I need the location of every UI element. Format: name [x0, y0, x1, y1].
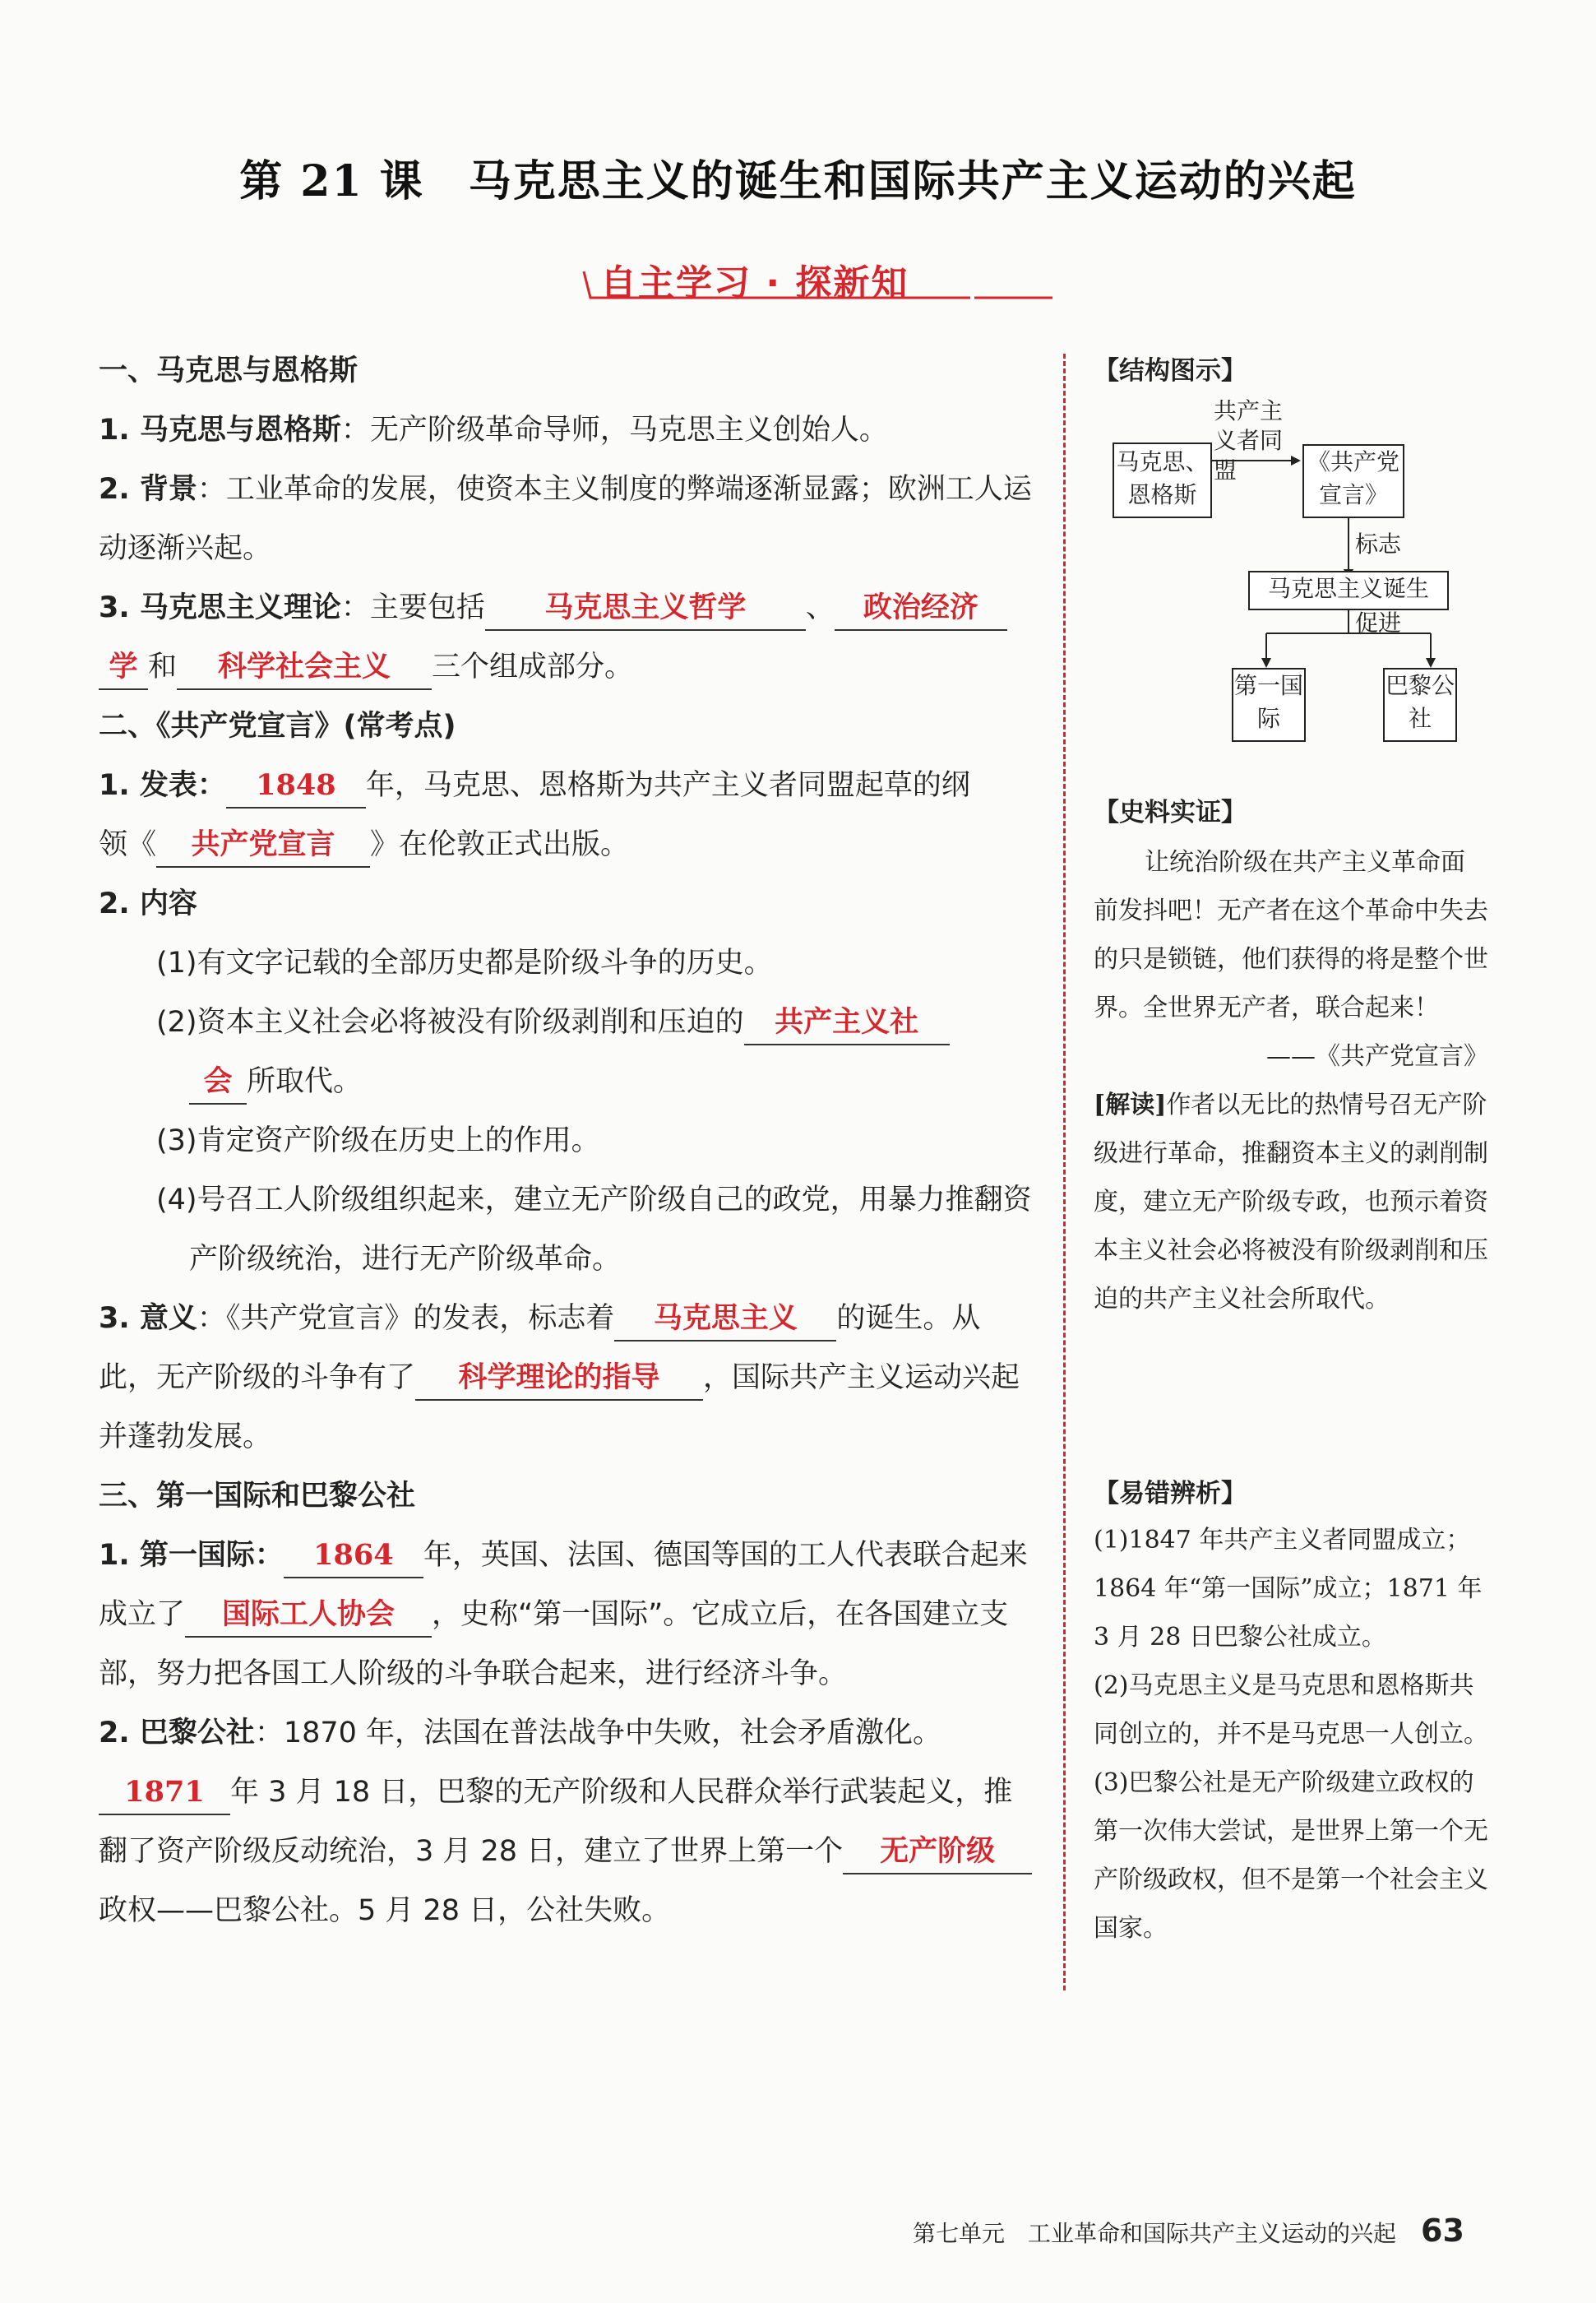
evidence-source: ——《共产党宣言》: [1266, 1042, 1488, 1071]
page-number: 63: [1421, 2213, 1464, 2249]
s3-item-1-colon: ：: [254, 1539, 284, 1572]
answer-blank: 政治经济: [835, 586, 1007, 631]
error-1: (1)1847 年共产主义者同盟成立；1864 年“第一国际”成立；1871 年 3 月 28 日巴黎公社成立。: [1094, 1526, 1483, 1652]
s2-item-3-pre: ：《共产党宣言》的发表，标志着: [197, 1302, 615, 1335]
answer-blank: 共产党宣言: [156, 823, 370, 868]
s3-item-2: [99, 1703, 1036, 1940]
main-content: [99, 341, 1036, 1940]
diagram-section: [1094, 350, 1488, 387]
content-point-4: (4)号召工人阶级组织起来，建立无产阶级自己的政党，用暴力推翻资产阶级统治，进行无产阶级革命。: [156, 1184, 1032, 1276]
answer-blank: 1864: [284, 1534, 423, 1578]
s3-item-2-label: 2. 巴黎公社: [99, 1717, 255, 1749]
section-1-heading: 一、马克思与恩格斯: [99, 354, 359, 387]
s1-item-3-label: 3. 马克思主义理论: [99, 591, 341, 624]
section-3-heading: 三、第一国际和巴黎公社: [99, 1480, 416, 1513]
answer-blank: 科学社会主义: [177, 646, 432, 690]
s2-item-3-post: ，国际共产主义运动兴起并蓬勃发展。: [99, 1361, 1020, 1453]
interp-label: [解读]: [1094, 1091, 1167, 1119]
s3-item-1-mid: 年，英国、法国、德国等国的工人代表联合起来成立了: [99, 1539, 1028, 1631]
s1-item-3-pre: ：主要包括: [340, 591, 485, 624]
box-first-international: 第一国际: [1232, 668, 1306, 742]
label-marks: 标志: [1355, 531, 1402, 558]
section-banner: [576, 247, 1061, 313]
column-divider: [1063, 354, 1066, 1990]
evidence-quote: 让统治阶级在共产主义革命面前发抖吧！无产者在这个革命中失去的只是锁链，他们获得的将是整个世界。全世界无产者，联合起来！: [1094, 848, 1488, 1022]
label-communist-league: 共产主义者同盟: [1214, 397, 1284, 484]
s2-item-3: [99, 1289, 1036, 1467]
answer-blank: 1848: [226, 764, 366, 809]
s3-item-1: [99, 1526, 1036, 1703]
s2-item-3-label: 3. 意义: [99, 1302, 197, 1335]
answer-blank: 马克思主义: [614, 1297, 836, 1341]
s2-item-1-colon: ：: [197, 769, 226, 802]
s3-item-1-post: ，史称“第一国际”。它成立后，在各国建立支部，努力把各国工人阶级的斗争联合起来，进行经济斗争。: [99, 1598, 1009, 1690]
s3-item-2-post: 政权——巴黎公社。5 月 28 日，公社失败。: [99, 1894, 671, 1927]
page-title: 第 21 课 马克思主义的诞生和国际共产主义运动的兴起: [239, 156, 1357, 206]
s3-item-2-pre: ：1870 年，法国在普法战争中失败，社会矛盾激化。: [254, 1717, 942, 1749]
s3-item-1-label: 1. 第一国际: [99, 1539, 255, 1572]
s1-item-3: [99, 578, 1036, 697]
errors-heading: 【易错辨析】: [1094, 1479, 1247, 1508]
answer-blank: 学: [99, 646, 148, 690]
s2-item-1-mid: 年，马克思、恩格斯为共产主义者同盟起草的纲: [365, 769, 970, 802]
banner-text: 自主学习 · 探新知: [600, 262, 909, 304]
s2-item-1-label: 1. 发表: [99, 769, 197, 802]
s1-item-2-label: 2. 背景: [99, 473, 197, 506]
s1-item-1-label: 1. 马克思与恩格斯: [99, 414, 341, 447]
answer-blank: 共产主义社: [744, 1001, 950, 1045]
content-point-1: (1)有文字记载的全部历史都是阶级斗争的历史。: [156, 947, 773, 980]
answer-blank: 无产阶级: [843, 1830, 1032, 1874]
answer-blank: 马克思主义哲学: [485, 586, 806, 631]
s2-item-1-pre2: 领《: [99, 828, 157, 861]
s1-item-3-sep: 、: [805, 591, 835, 624]
s2-item-2-label: 2. 内容: [99, 887, 197, 920]
content-point-2: [99, 993, 1036, 1111]
s3-item-2-mid: 年 3 月 18 日，巴黎的无产阶级和人民群众举行武装起义，推翻了资产阶级反动统治，3 月 28 日，建立了世界上第一个: [99, 1776, 1013, 1868]
s2-item-1: [99, 756, 1036, 874]
interp-text: 作者以无比的热情号召无产阶级进行革命，推翻资本主义的剥削制度，建立无产阶级专政，也预示着资本主义社会必将被没有阶级剥削和压迫的共产主义社会所取代。: [1094, 1091, 1488, 1314]
s1-item-2: [99, 460, 1036, 578]
s2-item-1-post: 》在伦敦正式出版。: [370, 828, 630, 861]
s1-item-1: [99, 401, 1036, 460]
errors-section: [1094, 1472, 1488, 1953]
diagram-heading: 【结构图示】: [1094, 356, 1247, 386]
answer-blank: 国际工人协会: [185, 1593, 432, 1638]
content-point-3: (3)肯定资产阶级在历史上的作用。: [156, 1124, 600, 1157]
answer-blank: 科学理论的指导: [415, 1356, 703, 1401]
answer-blank: 1871: [99, 1771, 230, 1815]
error-3: (3)巴黎公社是无产阶级建立政权的第一次伟大尝试，是世界上第一个无产阶级政权，但不是第一个社会主义国家。: [1094, 1768, 1488, 1943]
section-2-heading: 二、《共产党宣言》(常考点): [99, 710, 456, 743]
label-promotes: 促进: [1355, 609, 1402, 637]
box-paris-commune: 巴黎公社: [1383, 668, 1457, 742]
footer-unit: 第七单元 工业革命和国际共产主义运动的兴起: [913, 2220, 1397, 2247]
page-footer: [913, 2213, 1464, 2249]
s1-item-1-text: ：无产阶级革命导师，马克思主义创始人。: [340, 414, 888, 447]
evidence-interpretation: [1094, 1081, 1488, 1323]
s1-item-3-and: 和: [148, 651, 178, 683]
box-marxism-birth: 马克思主义诞生: [1248, 571, 1449, 610]
evidence-section: [1094, 791, 1488, 1323]
s2-item-3-mid: 的诞生。从此，无产阶级的斗争有了: [99, 1302, 981, 1394]
content-point-2-pre: (2)资本主义社会必将被没有阶级剥削和压迫的: [156, 1006, 744, 1039]
s1-item-3-post: 三个组成部分。: [432, 651, 634, 683]
s1-item-2-text: ：工业革命的发展，使资本主义制度的弊端逐渐显露；欧洲工人运动逐渐兴起。: [99, 473, 1032, 565]
answer-blank: 会: [189, 1060, 247, 1105]
box-manifesto: 《共产党宣言》: [1302, 444, 1404, 518]
content-point-2-post: 所取代。: [247, 1065, 363, 1098]
evidence-heading: 【史料实证】: [1094, 798, 1247, 827]
error-2: (2)马克思主义是马克思和恩格斯共同创立的，并不是马克思一人创立。: [1094, 1671, 1488, 1749]
box-marx-engels: 马克思、恩格斯: [1113, 443, 1212, 518]
